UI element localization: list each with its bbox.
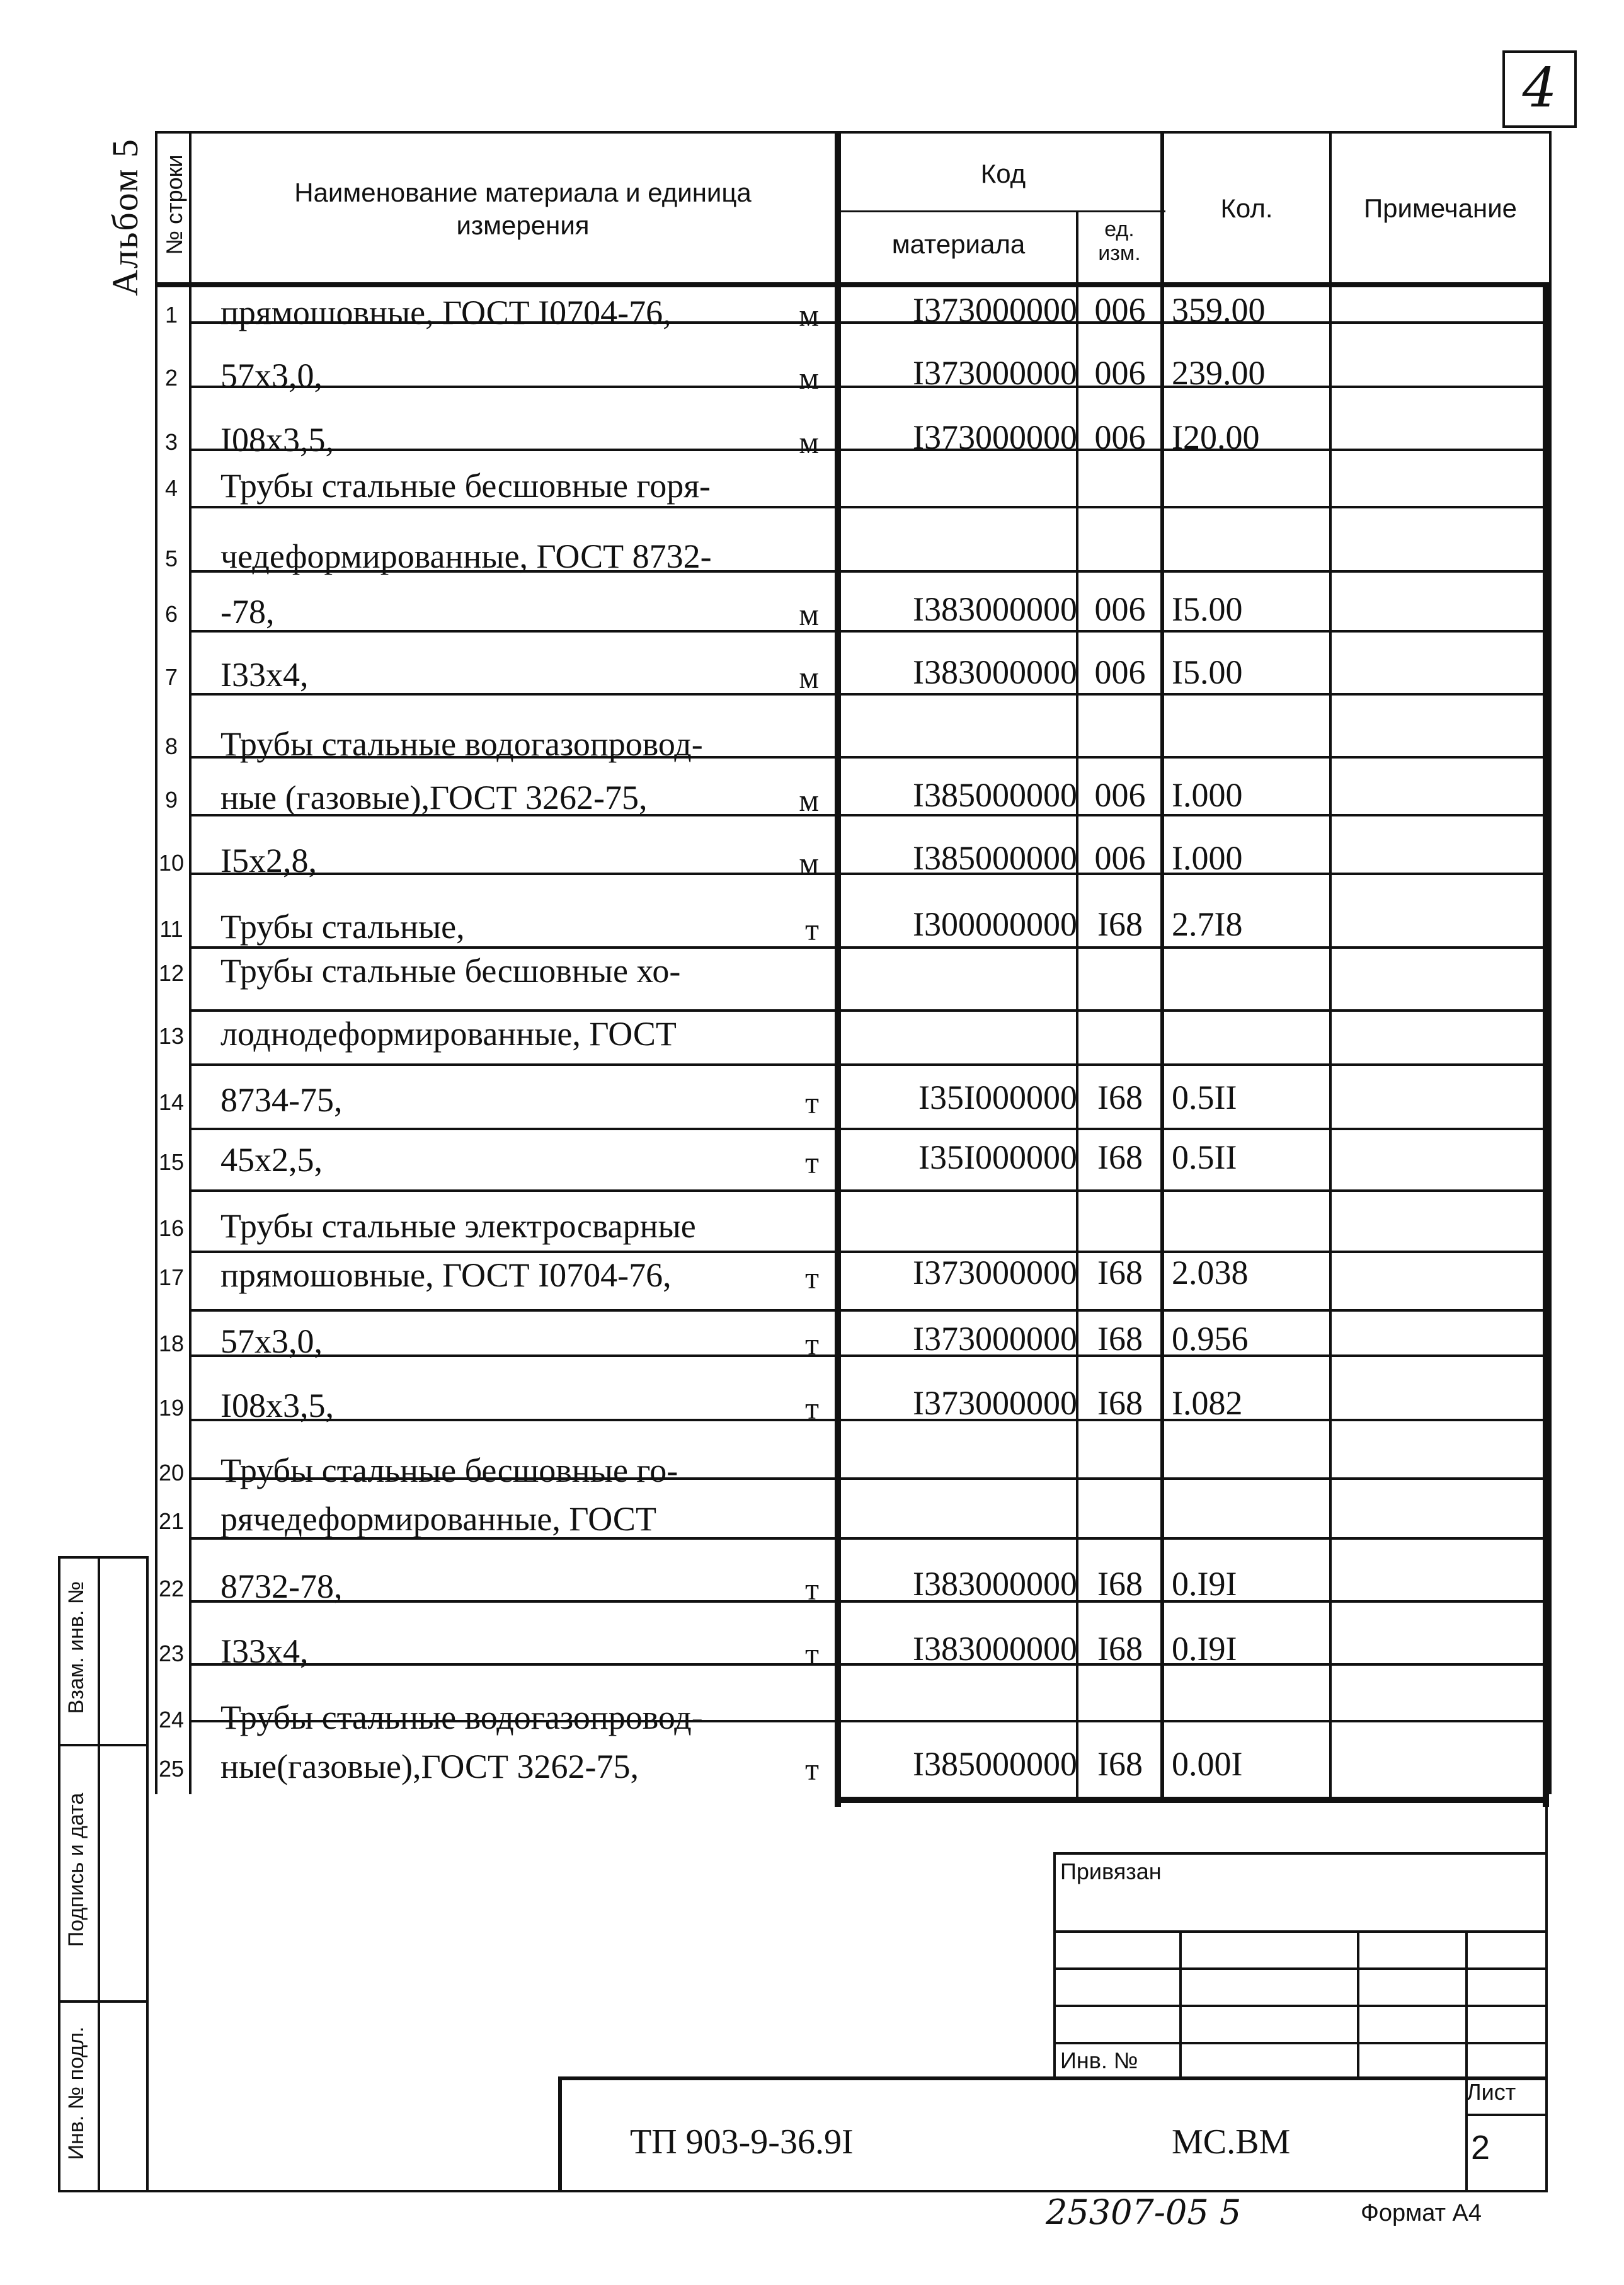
row-unit: т	[805, 1571, 819, 1606]
row-unit-code: 006	[1094, 590, 1146, 628]
row-unit: т	[805, 1085, 819, 1120]
row-name: лоднодеформированные, ГОСТ	[220, 1015, 677, 1053]
row-quantity: 0.00I	[1172, 1745, 1243, 1783]
row-number: 10	[158, 850, 185, 876]
row-name: прямошовные, ГОСТ I0704-76,	[220, 294, 672, 331]
row-name: I33x4,	[220, 1632, 309, 1670]
row-number: 4	[164, 475, 178, 501]
row-material-code: I373000000	[913, 1384, 1077, 1422]
row-name: прямошовные, ГОСТ I0704-76,	[220, 1256, 672, 1294]
row-quantity: 0.I9I	[1172, 1630, 1237, 1668]
row-name: I08x3,5,	[220, 421, 334, 459]
row-quantity: 0.956	[1172, 1320, 1249, 1358]
row-name: рячедеформированные, ГОСТ	[220, 1500, 656, 1538]
header-unit-code: ед. изм.	[1098, 217, 1141, 265]
row-name: чедеформированные, ГОСТ 8732-	[220, 537, 712, 575]
sheet-value: 2	[1471, 2129, 1490, 2167]
row-material-code: I35I000000	[918, 1079, 1077, 1116]
row-quantity: I5.00	[1172, 590, 1243, 628]
header-row-number: № строки	[161, 154, 187, 255]
row-number: 14	[158, 1089, 185, 1115]
row-quantity: I5.00	[1172, 653, 1243, 691]
row-divider	[189, 1189, 1549, 1192]
row-unit: м	[799, 425, 819, 460]
bound-label: Привязан	[1060, 1858, 1162, 1884]
row-quantity: 0.5II	[1172, 1079, 1237, 1116]
row-material-code: I373000000	[913, 354, 1077, 392]
row-unit-code: I68	[1097, 1565, 1143, 1603]
row-number: 15	[158, 1149, 185, 1175]
page-number: 4	[1522, 57, 1557, 120]
row-name: 8734-75,	[220, 1081, 343, 1119]
row-unit: т	[805, 1145, 819, 1180]
row-material-code: I373000000	[913, 291, 1077, 329]
row-name: Трубы стальные бесшовные го-	[220, 1452, 678, 1489]
row-divider	[189, 1009, 1549, 1012]
row-divider	[189, 946, 1549, 949]
row-number: 20	[158, 1460, 185, 1486]
row-unit-code: 006	[1094, 839, 1146, 877]
row-quantity: 239.00	[1172, 354, 1266, 392]
row-material-code: I373000000	[913, 1320, 1077, 1358]
inv-number-label: Инв. №	[1060, 2047, 1138, 2073]
row-unit: м	[799, 782, 819, 818]
row-unit: м	[799, 597, 819, 632]
side-label-signature-date: Подпись и дата	[64, 1792, 88, 1947]
row-unit: т	[805, 912, 819, 947]
row-material-code: I383000000	[913, 1630, 1077, 1668]
row-unit: т	[805, 1751, 819, 1787]
album-label: Альбом 5	[105, 138, 146, 296]
row-unit-code: I68	[1097, 1320, 1143, 1358]
row-quantity: 2.038	[1172, 1254, 1249, 1291]
row-material-code: I383000000	[913, 1565, 1077, 1603]
row-number: 5	[164, 546, 178, 571]
project-code: ТП 903-9-36.9I	[630, 2122, 854, 2162]
row-name: I33x4,	[220, 656, 309, 694]
row-unit-code: 006	[1094, 776, 1146, 814]
row-quantity: 0.I9I	[1172, 1565, 1237, 1603]
row-number: 23	[158, 1641, 185, 1666]
row-unit-code: I68	[1097, 1254, 1143, 1291]
row-number: 2	[164, 365, 178, 391]
row-name: ные (газовые),ГОСТ 3262-75,	[220, 779, 648, 816]
row-quantity: I.082	[1172, 1384, 1243, 1422]
row-number: 12	[158, 960, 185, 986]
side-label-vzam-inv: Взам. инв. №	[64, 1581, 88, 1714]
row-divider	[189, 1309, 1549, 1312]
row-name: I5x2,8,	[220, 842, 317, 879]
sheet-label: Лист	[1467, 2079, 1516, 2105]
row-unit-code: 006	[1094, 354, 1146, 392]
row-unit-code: I68	[1097, 1384, 1143, 1422]
stamp-number: 25307-05 5	[1046, 2192, 1242, 2232]
row-divider	[189, 506, 1549, 508]
row-name: Трубы стальные водогазопровод-	[220, 1698, 703, 1736]
row-name: 8732-78,	[220, 1567, 343, 1605]
row-unit: м	[799, 360, 819, 396]
row-material-code: I385000000	[913, 839, 1077, 877]
row-name: Трубы стальные бесшовные хо-	[220, 952, 681, 990]
row-name: Трубы стальные бесшовные горя-	[220, 467, 711, 505]
row-quantity: 2.7I8	[1172, 905, 1243, 943]
row-unit-code: I68	[1097, 1079, 1143, 1116]
row-unit-code: I68	[1097, 1630, 1143, 1668]
header-note: Примечание	[1363, 193, 1518, 223]
header-qty: Кол.	[1220, 193, 1273, 223]
header-code: Код	[980, 159, 1026, 188]
row-number: 21	[158, 1508, 185, 1534]
row-unit-code: 006	[1094, 291, 1146, 329]
row-name: Трубы стальные электросварные	[220, 1207, 696, 1245]
row-unit: м	[799, 660, 819, 695]
row-name: ные(газовые),ГОСТ 3262-75,	[220, 1748, 639, 1785]
row-material-code: I373000000	[913, 1254, 1077, 1291]
row-number: 22	[158, 1576, 185, 1601]
row-unit-code: I68	[1097, 1745, 1143, 1783]
row-number: 13	[158, 1023, 185, 1049]
row-material-code: I35I000000	[918, 1138, 1077, 1176]
row-material-code: I300000000	[913, 905, 1077, 943]
row-name: 45x2,5,	[220, 1141, 323, 1179]
format-label: Формат А4	[1361, 2200, 1482, 2226]
row-number: 7	[164, 664, 178, 690]
row-material-code: I385000000	[913, 1745, 1077, 1783]
row-number: 8	[164, 733, 178, 759]
row-unit: т	[805, 1636, 819, 1671]
row-material-code: I383000000	[913, 590, 1077, 628]
row-unit: м	[799, 297, 819, 333]
row-quantity: I.000	[1172, 776, 1243, 814]
row-number: 24	[158, 1707, 185, 1732]
row-name: Трубы стальные водогазопровод-	[220, 725, 703, 763]
row-quantity: I20.00	[1172, 418, 1260, 456]
row-unit-code: 006	[1094, 653, 1146, 691]
row-material-code: I385000000	[913, 776, 1077, 814]
document-code: МС.ВМ	[1172, 2122, 1291, 2162]
row-number: 3	[164, 429, 178, 455]
row-number: 1	[164, 302, 178, 328]
row-quantity: 0.5II	[1172, 1138, 1237, 1176]
row-number: 19	[158, 1395, 185, 1421]
row-number: 11	[159, 916, 183, 942]
row-number: 18	[158, 1331, 185, 1356]
row-number: 17	[158, 1264, 185, 1290]
row-material-code: I373000000	[913, 418, 1077, 456]
row-unit: т	[805, 1260, 819, 1295]
row-number: 6	[164, 601, 178, 627]
row-unit: м	[799, 845, 819, 881]
row-name: -78,	[220, 593, 275, 631]
row-material-code: I383000000	[913, 653, 1077, 691]
row-name: 57x3,0,	[220, 1322, 323, 1360]
row-quantity: I.000	[1172, 839, 1243, 877]
header-name: Наименование материала и единица измерения	[294, 178, 752, 240]
row-quantity: 359.00	[1172, 291, 1266, 329]
row-name: Трубы стальные,	[220, 908, 465, 946]
row-divider	[189, 1128, 1549, 1130]
row-name: I08x3,5,	[220, 1387, 334, 1424]
side-label-inv-podl: Инв. № подл.	[64, 2026, 88, 2160]
row-number: 16	[158, 1215, 185, 1241]
row-number: 9	[164, 787, 178, 813]
row-number: 25	[158, 1756, 185, 1782]
row-unit: т	[805, 1326, 819, 1361]
row-unit: т	[805, 1390, 819, 1426]
row-divider	[189, 1063, 1549, 1066]
row-unit-code: I68	[1097, 1138, 1143, 1176]
row-unit-code: I68	[1097, 905, 1143, 943]
row-name: 57x3,0,	[220, 357, 323, 394]
header-material: материала	[891, 229, 1026, 259]
row-unit-code: 006	[1094, 418, 1146, 456]
